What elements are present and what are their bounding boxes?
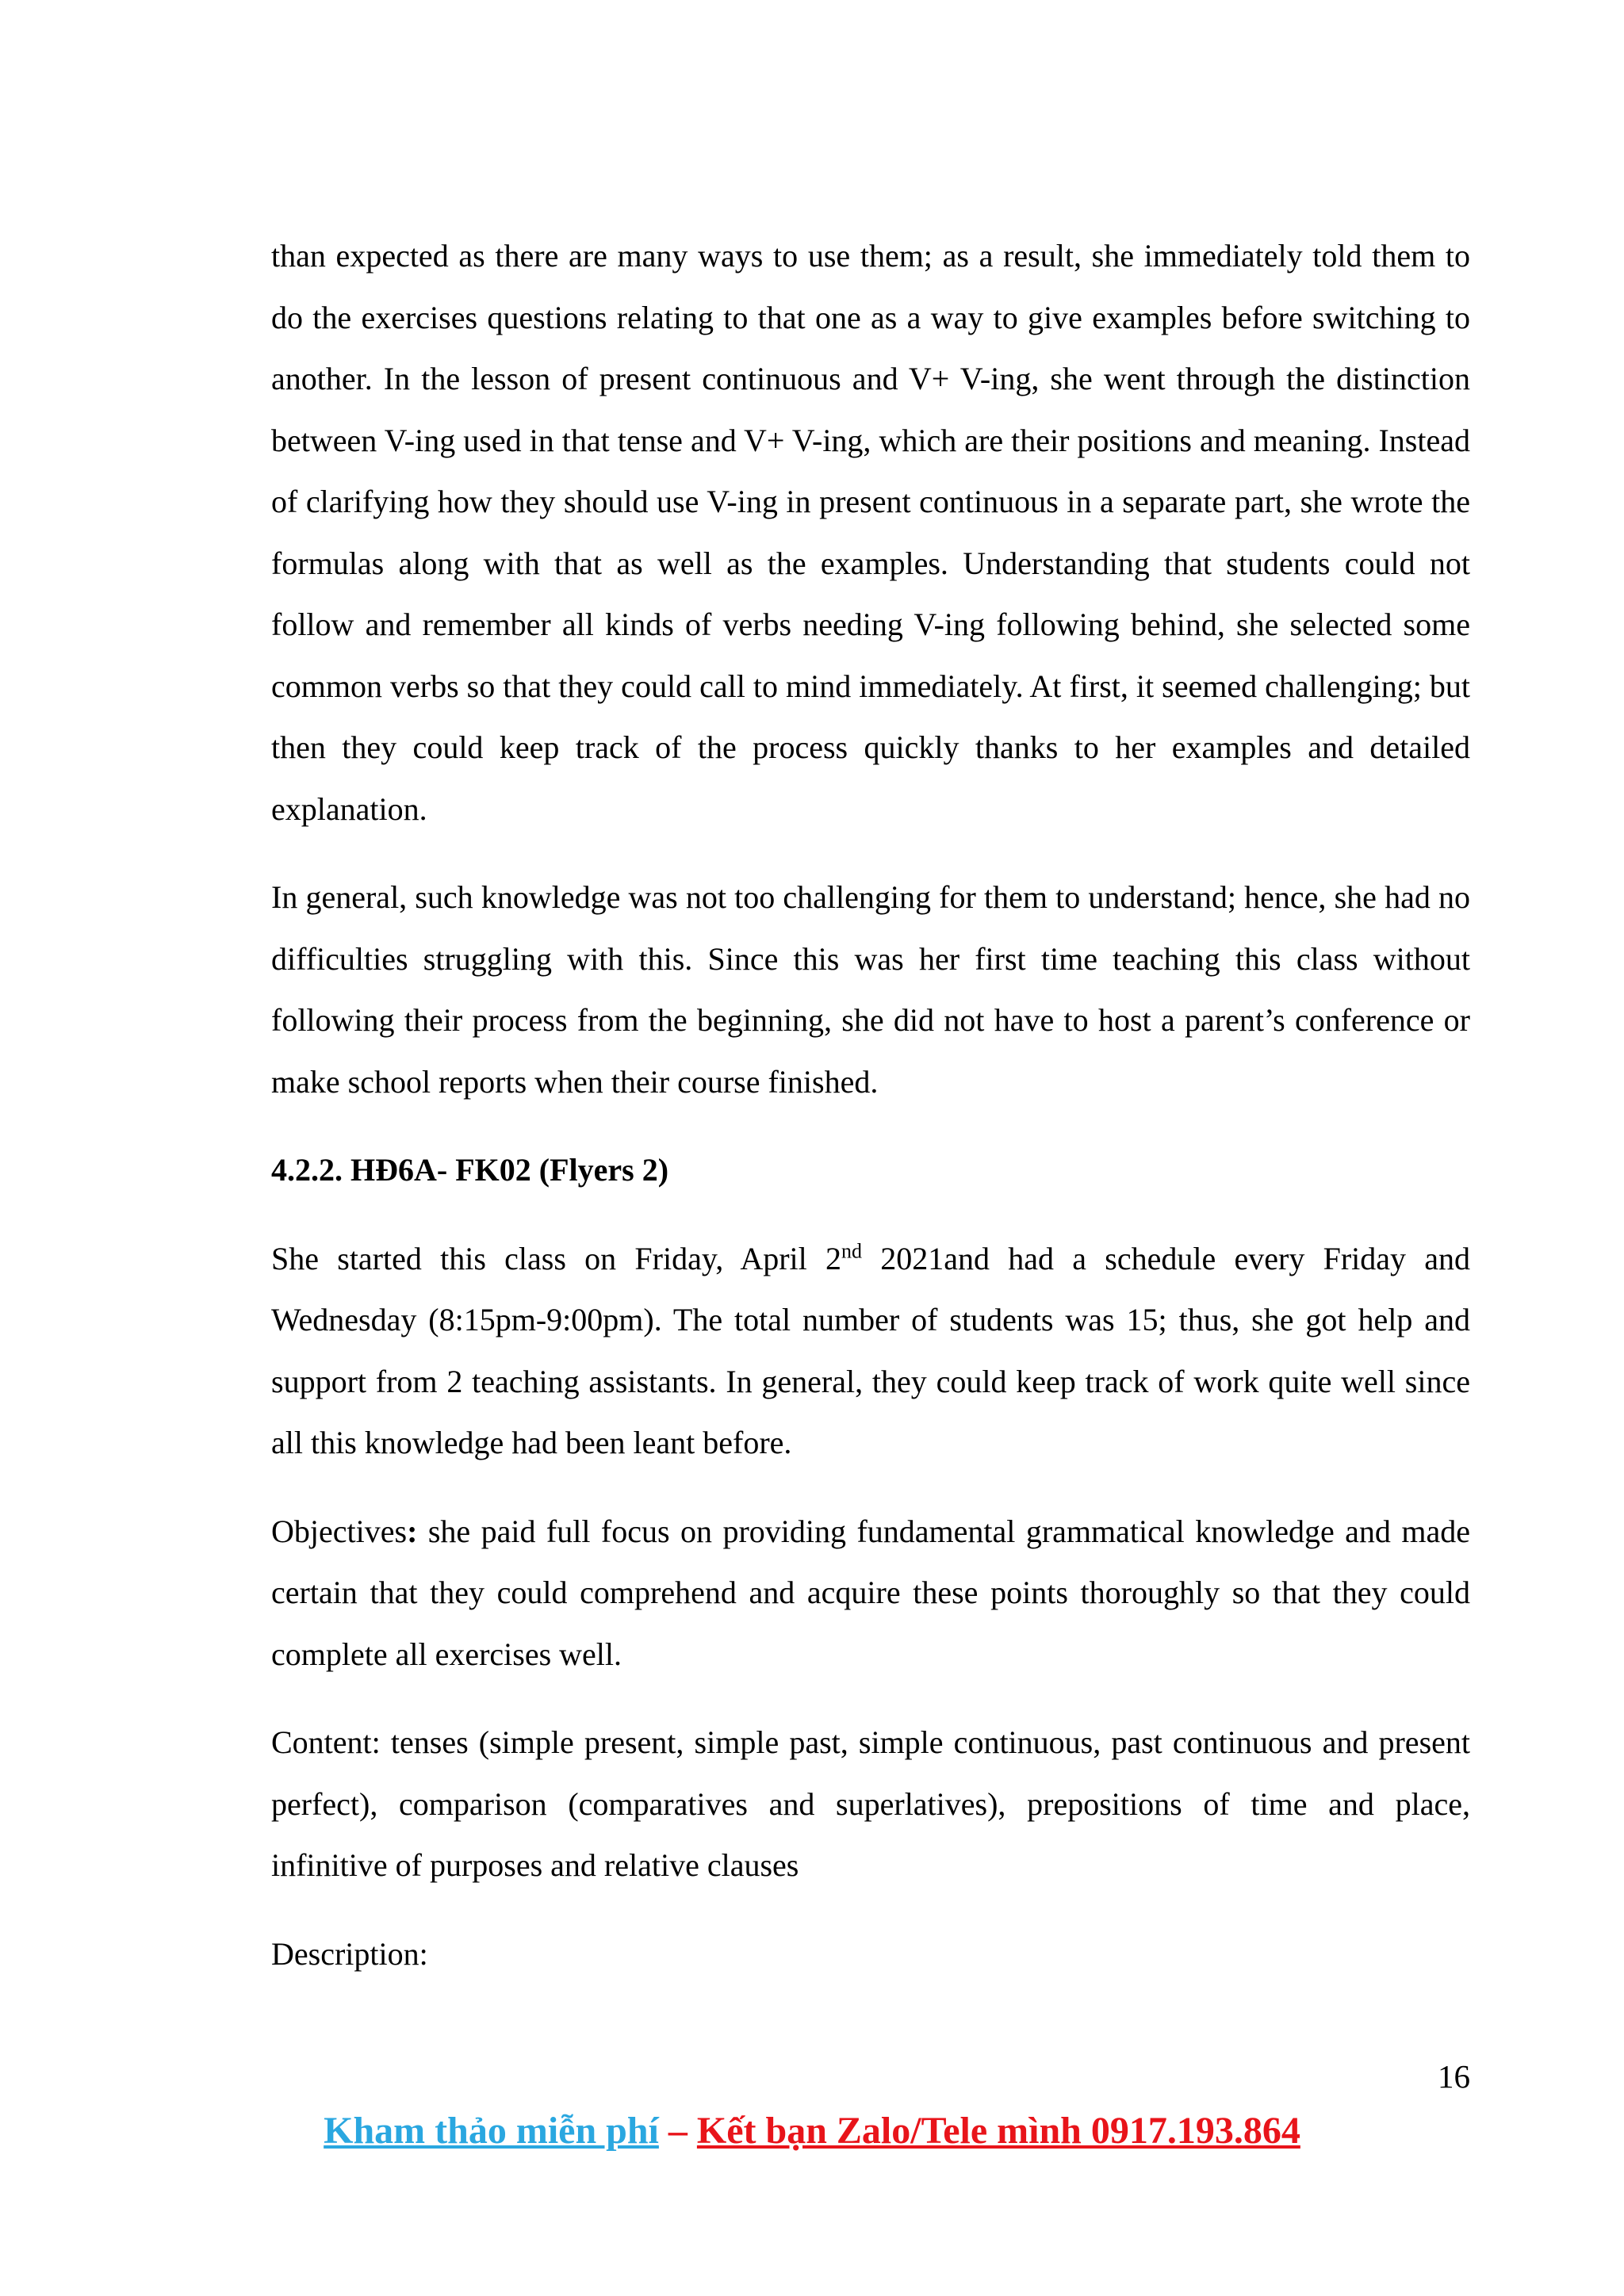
section-heading: 4.2.2. HĐ6A- FK02 (Flyers 2) <box>271 1152 669 1188</box>
page-number: 16 <box>1438 2058 1470 2095</box>
paragraph-class-schedule <box>271 1228 1470 1474</box>
paragraph-objectives <box>271 1501 1470 1686</box>
ordinal-superscript: nd <box>841 1239 863 1263</box>
objectives-label: Objectives <box>271 1513 408 1549</box>
paragraph-content: Content: tenses (simple present, simple past, simple continuous, past continuous and present perfect), comparison (comparatives and superlatives), prepositions of time and place, infinitive of purposes and relative clauses <box>271 1724 1470 1883</box>
objectives-text: she paid full focus on providing fundamental grammatical knowledge and made certain that they could comprehend and acquire these points thoroughly so that they could complete all exercises well. <box>271 1513 1470 1672</box>
objectives-colon: : <box>407 1513 418 1549</box>
schedule-text-start: She started this class on Friday, April 2 <box>271 1240 842 1276</box>
paragraph-teaching-method: than expected as there are many ways to use them; as a result, she immediately told them to do the exercises questions relating to that one as a way to give examples before switching to another. In the lesson of present continuous and V+ V-ing, she went through the distinction between V-ing used in that tense and V+ V-ing, which are their positions and meaning. Instead of clarifying how they should use V-ing in present continuous in a separate part, she wrote the formulas along with that as well as the examples. Understanding that students could not follow and remember all kinds of verbs needing V-ing following behind, she selected some common verbs so that they could call to mind immediately. At first, it seemed challenging; but then they could keep track of the process quickly thanks to her examples and detailed explanation. <box>271 238 1470 827</box>
description-label: Description: <box>271 1935 428 1972</box>
contact-link[interactable]: Kết bạn Zalo/Tele mình 0917.193.864 <box>696 2110 1300 2152</box>
schedule-text-end: 2021and had a schedule every Friday and Wednesday (8:15pm-9:00pm). The total number of students was 15; thus, she got help and support from 2 teaching assistants. In general, they could keep track of work quite well since all this knowledge had been leant before. <box>271 1240 1471 1460</box>
page-body <box>271 225 1470 1984</box>
footer-separator: – <box>658 2110 697 2152</box>
footer-banner <box>0 2107 1624 2155</box>
free-reference-link[interactable]: Kham thảo miễn phí <box>324 2110 659 2152</box>
paragraph-general-summary: In general, such knowledge was not too challenging for them to understand; hence, she had no difficulties struggling with this. Since this was her first time teaching this class without following their process from the beginning, she did not have to host a parent’s conference or make school reports when their course finished. <box>271 879 1470 1100</box>
